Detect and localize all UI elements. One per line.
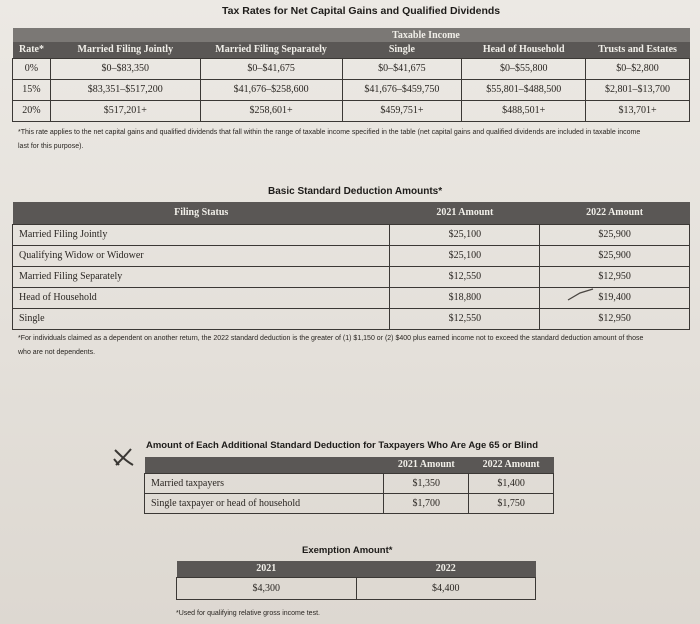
exemption-header-2021: 2021 bbox=[256, 563, 277, 575]
std-column-headers bbox=[13, 202, 690, 224]
add-table-title: Amount of Each Additional Standard Deduction for Taxpayers Who Are Age 65 or Blind bbox=[146, 440, 538, 451]
std-cell: Married Filing Jointly bbox=[13, 224, 390, 245]
taxable-income-header: Taxable Income bbox=[392, 29, 460, 41]
cg-cell: $55,801–$488,500 bbox=[462, 79, 586, 100]
cg-header-hoh: Head of Household bbox=[482, 44, 565, 56]
cg-table-title: Tax Rates for Net Capital Gains and Qualified Dividends bbox=[222, 5, 501, 17]
cg-cell: $2,801–$13,700 bbox=[586, 79, 690, 100]
exemption-footnote: *Used for qualifying relative gross income test. bbox=[176, 610, 320, 617]
std-footnote-line1: *For individuals claimed as a dependent on another return, the 2022 standard deduction is the greater of (1) $1,150 or (2) $400 plus earned income not to exceed the standard deduction amount of those bbox=[18, 335, 644, 342]
std-cell: $12,550 bbox=[390, 266, 540, 287]
additional-deduction-table bbox=[144, 457, 554, 514]
add-header-2022: 2022 Amount bbox=[482, 459, 540, 471]
cg-cell: $0–$55,800 bbox=[462, 58, 586, 79]
capital-gains-table bbox=[12, 28, 690, 122]
std-header-2021: 2021 Amount bbox=[436, 207, 494, 219]
std-cell: $18,800 bbox=[390, 287, 540, 308]
cg-cell: $13,701+ bbox=[586, 100, 690, 121]
cg-header-mfs: Married Filing Separately bbox=[215, 44, 327, 56]
std-table-title: Basic Standard Deduction Amounts* bbox=[268, 186, 443, 197]
cg-footnote-line1: *This rate applies to the net capital gains and qualified dividends that fall within the range of taxable income specified in the table (net capital gains and qualified dividends are included in taxable income bbox=[18, 129, 641, 136]
table-row bbox=[13, 58, 690, 79]
pen-check-mark bbox=[566, 287, 596, 303]
add-cell: $1,700 bbox=[384, 493, 469, 513]
table-row bbox=[13, 245, 690, 266]
standard-deduction-table bbox=[12, 202, 690, 330]
std-cell: Single bbox=[13, 308, 390, 329]
std-cell: $12,550 bbox=[390, 308, 540, 329]
exemption-header-2022: 2022 bbox=[435, 563, 456, 575]
cg-cell: $41,676–$459,750 bbox=[342, 79, 462, 100]
exemption-cell-2022: $4,400 bbox=[356, 577, 536, 599]
add-column-headers bbox=[145, 457, 554, 473]
add-cell: Married taxpayers bbox=[145, 473, 384, 493]
exemption-table bbox=[176, 561, 536, 600]
exemption-table-title: Exemption Amount* bbox=[302, 545, 393, 556]
table-row bbox=[13, 100, 690, 121]
cg-cell: $83,351–$517,200 bbox=[50, 79, 200, 100]
table-row bbox=[13, 79, 690, 100]
cg-cell: $0–$41,675 bbox=[342, 58, 462, 79]
table-row bbox=[13, 308, 690, 329]
std-header-2022: 2022 Amount bbox=[586, 207, 644, 219]
cg-cell: $258,601+ bbox=[200, 100, 342, 121]
cg-cell: $0–$83,350 bbox=[50, 58, 200, 79]
std-cell: $25,100 bbox=[390, 224, 540, 245]
std-cell: Head of Household bbox=[13, 287, 390, 308]
cg-cell: $517,201+ bbox=[50, 100, 200, 121]
table-row bbox=[145, 473, 554, 493]
std-header-status: Filing Status bbox=[174, 207, 229, 219]
cg-column-headers bbox=[13, 42, 690, 58]
std-cell: Married Filing Separately bbox=[13, 266, 390, 287]
cg-cell: $459,751+ bbox=[342, 100, 462, 121]
cg-cell: $0–$41,675 bbox=[200, 58, 342, 79]
cg-cell: $41,676–$258,600 bbox=[200, 79, 342, 100]
std-cell: $12,950 bbox=[540, 266, 690, 287]
add-cell: Single taxpayer or head of household bbox=[145, 493, 384, 513]
cg-header-mfj: Married Filing Jointly bbox=[77, 44, 174, 56]
table-row bbox=[177, 577, 536, 599]
std-footnote-line2: who are not dependents. bbox=[18, 349, 96, 356]
std-cell: $12,950 bbox=[540, 308, 690, 329]
exemption-cell-2021: $4,300 bbox=[177, 577, 357, 599]
add-cell: $1,400 bbox=[469, 473, 554, 493]
std-cell: $25,900 bbox=[540, 245, 690, 266]
add-cell: $1,750 bbox=[469, 493, 554, 513]
table-row bbox=[13, 266, 690, 287]
cg-header-rate: Rate* bbox=[18, 44, 44, 56]
cg-cell: $0–$2,800 bbox=[586, 58, 690, 79]
add-header-blank bbox=[145, 457, 384, 473]
add-header-2021: 2021 Amount bbox=[397, 459, 455, 471]
std-cell: $19,400 bbox=[540, 287, 690, 308]
cg-cell: 0% bbox=[13, 58, 51, 79]
cg-cell: $488,501+ bbox=[462, 100, 586, 121]
std-cell: $25,900 bbox=[540, 224, 690, 245]
cg-header-trusts: Trusts and Estates bbox=[598, 44, 677, 56]
handwritten-x-mark bbox=[112, 446, 136, 468]
cg-cell: 15% bbox=[13, 79, 51, 100]
cg-footnote-line2: last for this purpose). bbox=[18, 143, 84, 150]
cg-header-single: Single bbox=[388, 44, 415, 56]
table-row bbox=[145, 493, 554, 513]
table-row bbox=[13, 224, 690, 245]
exemption-column-headers bbox=[177, 561, 536, 577]
std-cell: Qualifying Widow or Widower bbox=[13, 245, 390, 266]
add-cell: $1,350 bbox=[384, 473, 469, 493]
std-cell: $25,100 bbox=[390, 245, 540, 266]
cg-cell: 20% bbox=[13, 100, 51, 121]
